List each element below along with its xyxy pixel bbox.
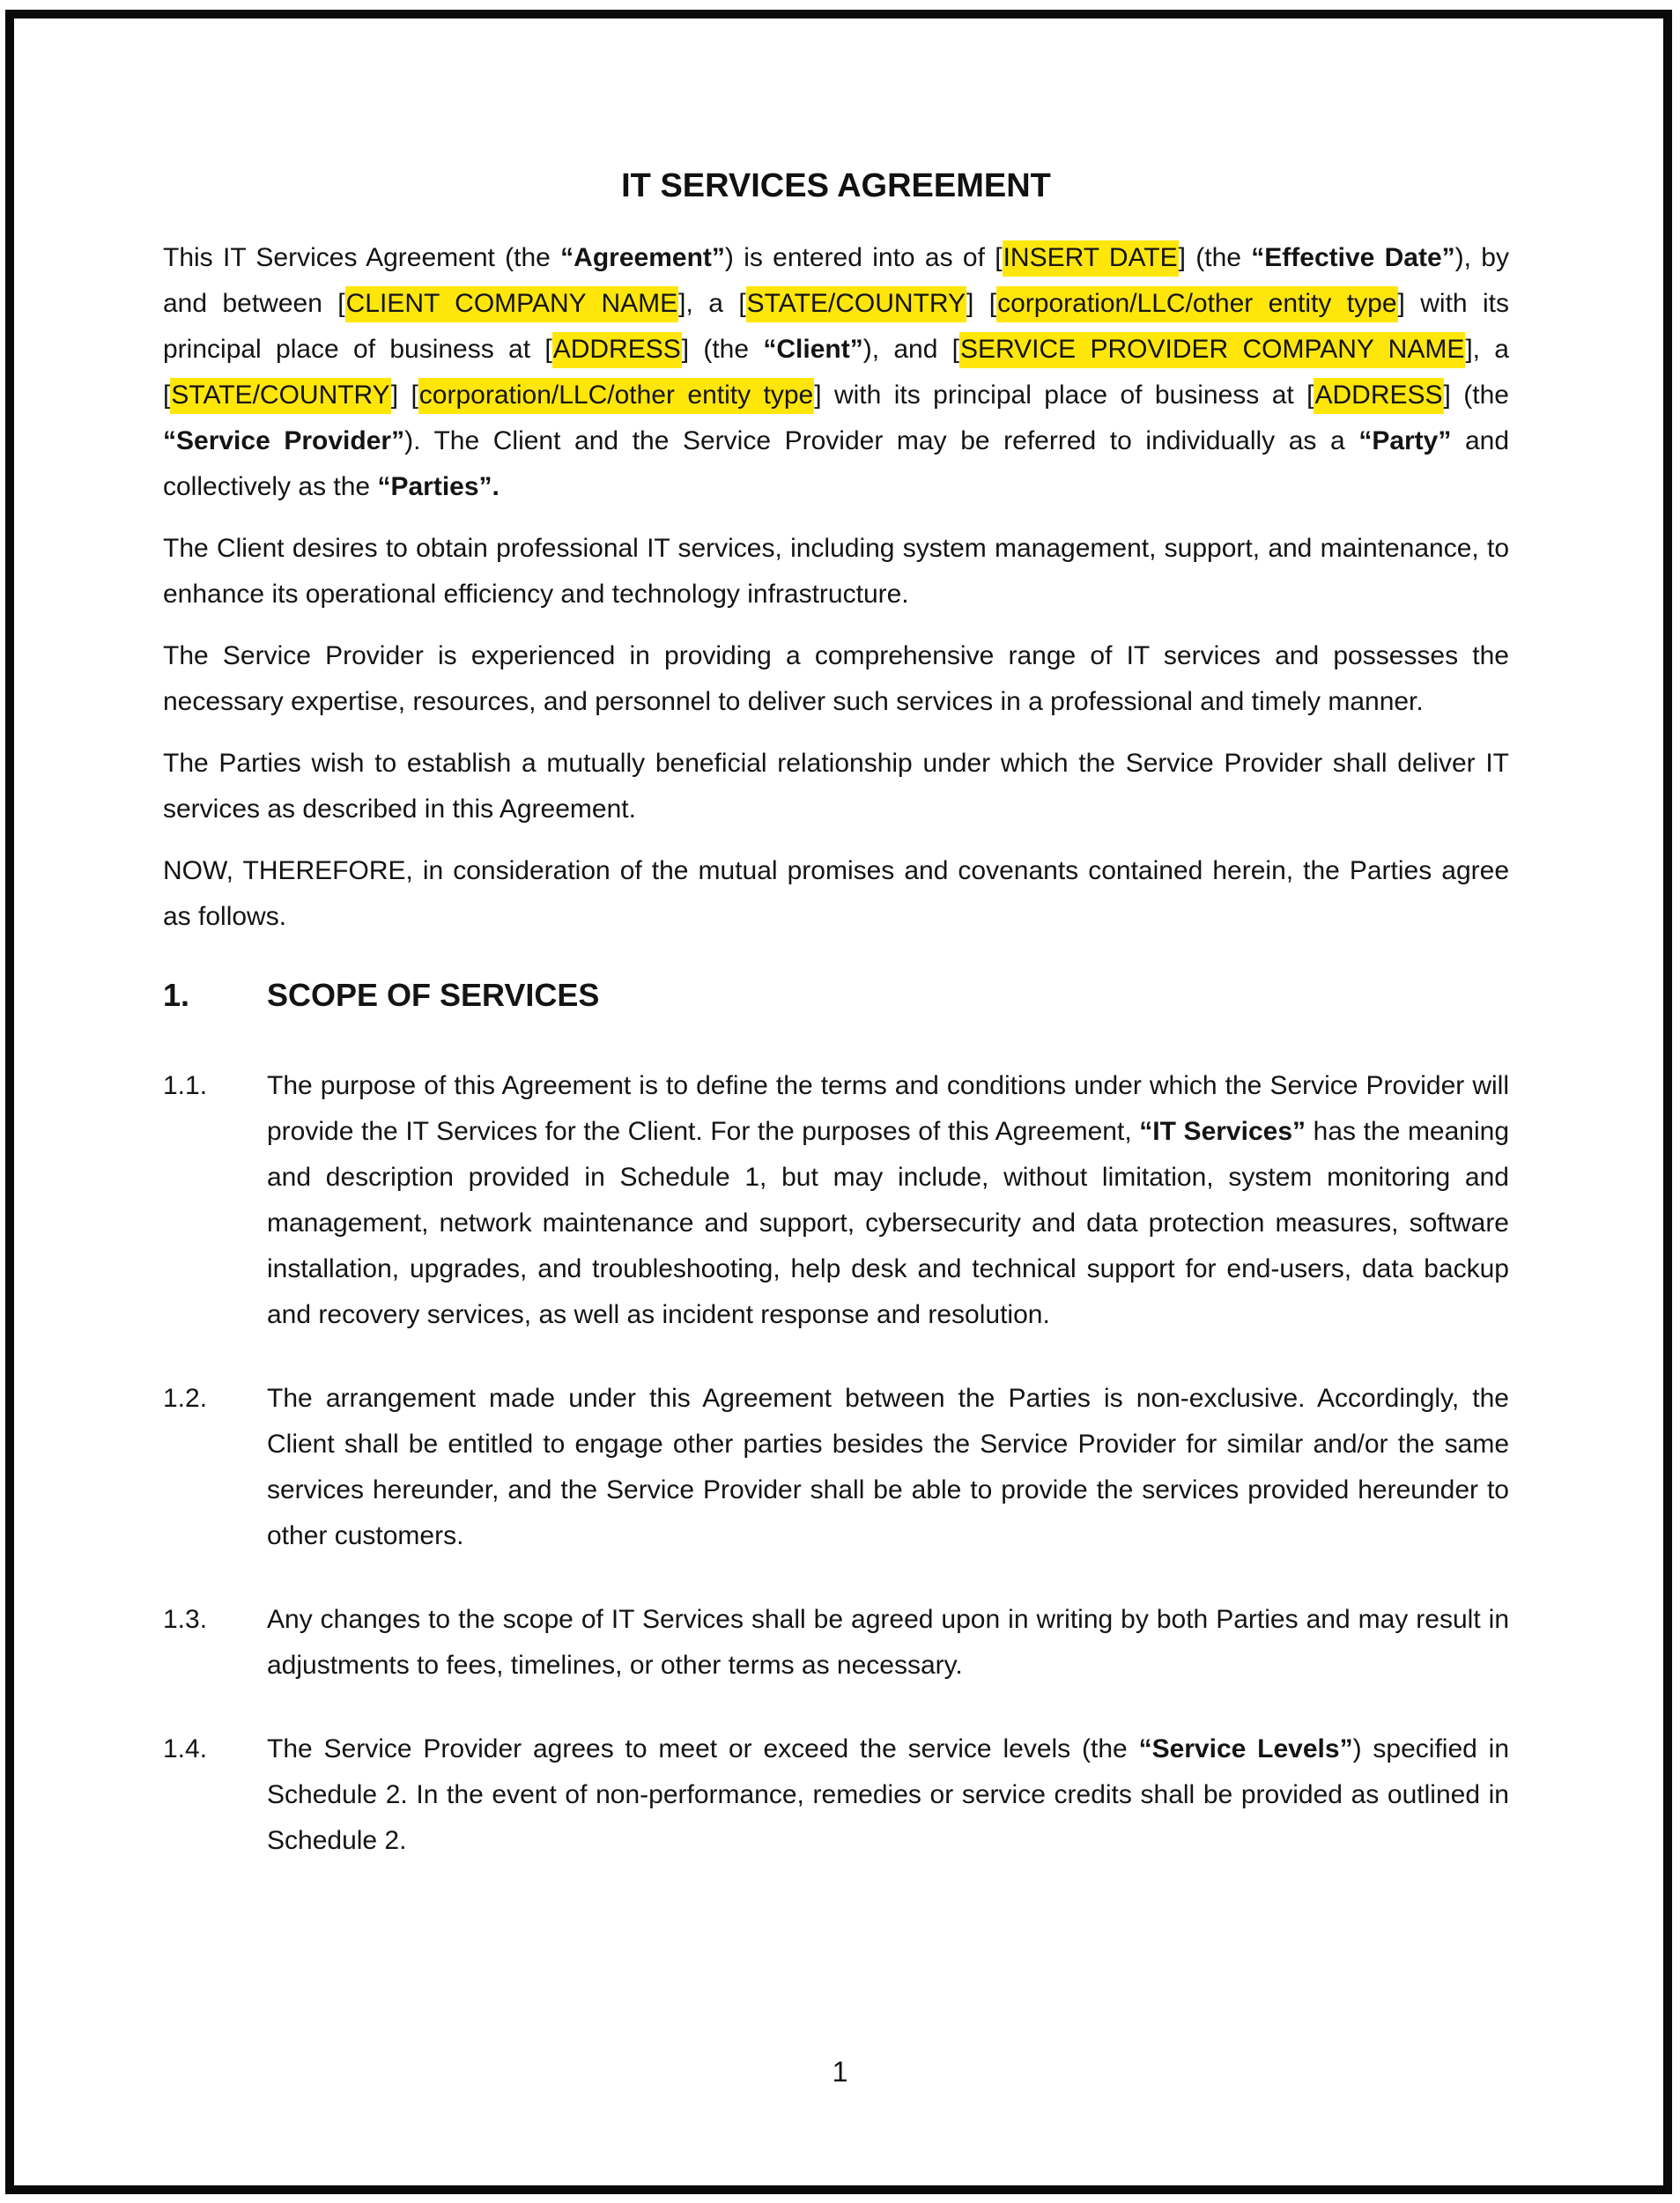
text-run: The Parties wish to establish a mutually beneficial relationship under which the Service Provider shall deliver IT services as described in this Agreement. [163, 749, 1509, 824]
placeholder-highlight: SERVICE PROVIDER COMPANY NAME [959, 332, 1465, 368]
text-run: Any changes to the scope of IT Services shall be agreed upon in writing by both Parties and may result in adjustments to fees, timelines, or other terms as necessary. [267, 1605, 1509, 1680]
clause-text [267, 1726, 1509, 1864]
defined-term: “Service Levels” [1138, 1734, 1353, 1763]
section-title: SCOPE OF SERVICES [267, 977, 600, 1013]
defined-term: “IT Services” [1139, 1117, 1306, 1146]
placeholder-highlight: STATE/COUNTRY [170, 378, 390, 414]
text-run: The arrangement made under this Agreement between the Parties is non-exclusive. Accordingly, the Client shall be entitled to engage other parties besides the Service Provider for similar and/or the same services hereunder, and the Service Provider shall be able to provide the services provided hereunder to other customers. [267, 1384, 1509, 1550]
text-run: ], a [ [163, 335, 1509, 410]
clause-number: 1.3. [163, 1605, 208, 1634]
page-number: 1 [832, 2056, 848, 2088]
document-content [163, 0, 1509, 1902]
clause-1-4 [163, 1726, 1509, 1864]
clause-1-1 [163, 1063, 1509, 1338]
intro-paragraph [163, 633, 1509, 725]
text-run: The purpose of this Agreement is to define the terms and conditions under which the Service Provider will provide the IT Services for the Client. For the purposes of this Agreement, [267, 1071, 1509, 1146]
text-run: ] (the [681, 335, 764, 364]
clause-1-3 [163, 1597, 1509, 1689]
text-run: ] with its principal place of business at [ [814, 381, 1314, 410]
text-run: The Client desires to obtain professional IT services, including system management, support, and maintenance, to enhance its operational efficiency and technology infrastructure. [163, 534, 1509, 609]
placeholder-highlight: ADDRESS [1314, 378, 1443, 414]
text-run: ] [ [966, 289, 997, 318]
clause-number: 1.2. [163, 1384, 208, 1413]
document-title: IT SERVICES AGREEMENT [621, 167, 1051, 204]
defined-term: “Party” [1358, 426, 1452, 455]
placeholder-highlight: CLIENT COMPANY NAME [345, 286, 679, 322]
clause-text [267, 1376, 1509, 1559]
text-run: ) is entered into as of [ [724, 243, 1003, 272]
defined-term: “Effective Date” [1251, 243, 1455, 272]
text-run: has the meaning and description provided in Schedule 1, but may include, without limitation, system monitoring and management, network maintenance and support, cybersecurity and data protection measures, software installation, upgrades, and troubleshooting, help desk and technical support for end-users, data backup and recovery services, as well as incident response and resolution. [267, 1117, 1510, 1329]
intro-paragraph [163, 235, 1509, 510]
text-run: and collectively as the [163, 426, 1510, 501]
text-run: ] with its principal place of business at [ [163, 289, 1509, 364]
intro-paragraph [163, 741, 1509, 832]
text-run: NOW, THEREFORE, in consideration of the mutual promises and covenants contained herein, the Parties agree as follows. [163, 856, 1509, 931]
intro-paragraph [163, 526, 1509, 617]
text-run: ), and [ [862, 335, 960, 364]
defined-term: “Client” [763, 335, 863, 364]
defined-term: “Service Provider” [163, 426, 405, 455]
placeholder-highlight: STATE/COUNTRY [746, 286, 966, 322]
clause-text [267, 1063, 1509, 1338]
text-run: ), by and between [ [163, 243, 1509, 318]
placeholder-highlight: INSERT DATE [1003, 240, 1179, 277]
clause-1-2 [163, 1376, 1509, 1559]
text-run: ] [ [390, 381, 418, 410]
text-run: The Service Provider is experienced in providing a comprehensive range of IT services and possesses the necessary expertise, resources, and personnel to deliver such services in a professional and timely manner. [163, 641, 1509, 716]
text-run: This IT Services Agreement (the [163, 243, 561, 272]
defined-term: “Agreement” [560, 243, 725, 272]
text-run: ) specified in Schedule 2. In the event of non-performance, remedies or service credits shall be provided as outlined in Schedule 2. [267, 1734, 1510, 1855]
section-heading [163, 972, 1509, 1018]
clause-text [267, 1597, 1509, 1689]
placeholder-highlight: corporation/LLC/other entity type [996, 286, 1397, 322]
intro-paragraph [163, 848, 1509, 940]
text-run: ] (the [1178, 243, 1252, 272]
defined-term: “Parties”. [377, 472, 500, 501]
clause-number: 1.1. [163, 1071, 208, 1100]
placeholder-highlight: ADDRESS [552, 332, 682, 368]
placeholder-highlight: corporation/LLC/other entity type [418, 378, 814, 414]
section-number: 1. [163, 977, 190, 1013]
text-run: ] (the [1443, 381, 1509, 410]
text-run: ). The Client and the Service Provider may be referred to individually as a [404, 426, 1359, 455]
clause-number: 1.4. [163, 1734, 208, 1763]
text-run: The Service Provider agrees to meet or exceed the service levels (the [267, 1734, 1139, 1763]
text-run: ], a [ [678, 289, 746, 318]
